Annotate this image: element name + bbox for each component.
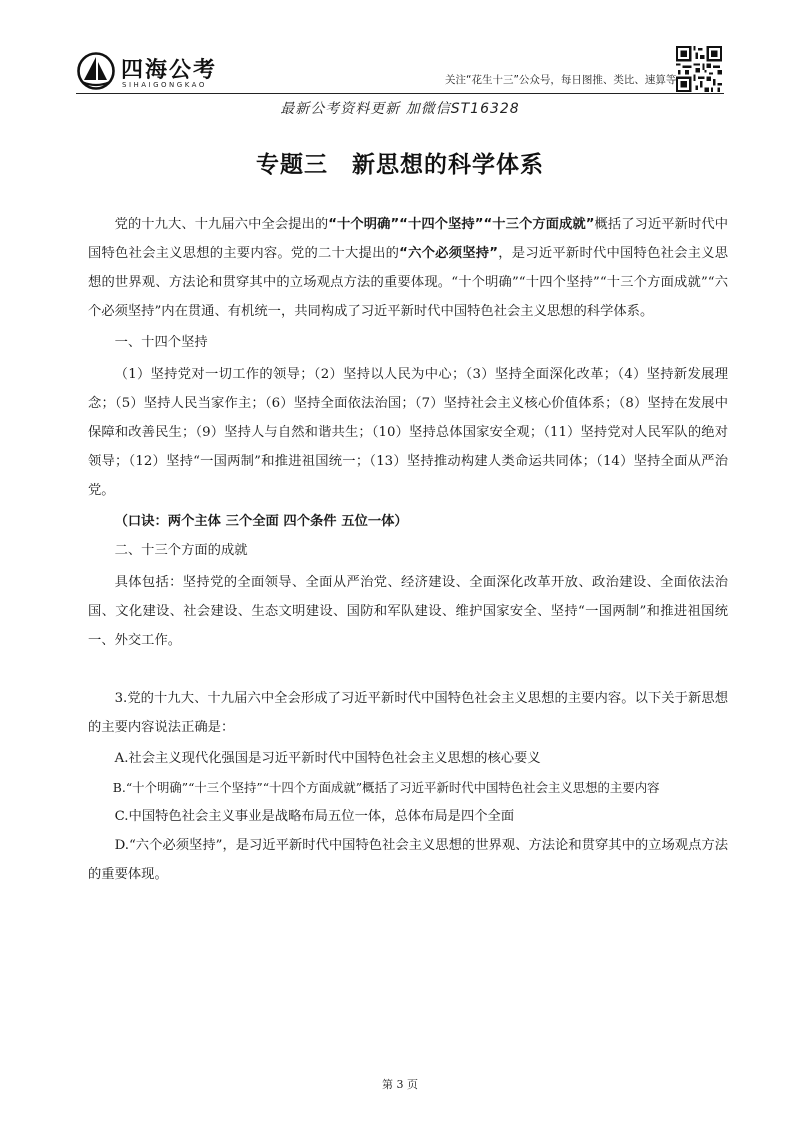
page-header [0,0,800,117]
update-note: 最新公考资料更新 加微信ST16328 [280,101,520,117]
intro-text-2: 概括了习近平新时代中国特色社会主义思想的主要内容。党的二十大提出的 [88,217,729,261]
question-stem: 3.党的十九大、十九届六中全会形成了习近平新时代中国特色社会主义思想的主要内容。以下关于新思想的主要内容说法正确是： [88,691,728,735]
intro-bold-2: “六个必须坚持” [399,246,499,261]
page-number: 第 3 页 [382,1078,418,1091]
qr-code-icon [676,46,722,92]
mnemonic [88,507,728,536]
option-a: A.社会主义现代化强国是习近平新时代中国特色社会主义思想的核心要义 [114,751,541,766]
option-b: B.“十个明确”“十三个坚持”“十四个方面成就”概括了习近平新时代中国特色社会主义思想的主要内容 [112,780,660,795]
section2-heading: 二、十三个方面的成就 [114,543,248,558]
wechat-notice: 关注“花生十三”公众号，每日图推、类比、速算等 [445,74,677,86]
title-topic-number: 专题三 [256,152,328,178]
mnemonic-text: （口诀：两个主体 三个全面 四个条件 五位一体） [114,514,408,529]
intro-paragraph [88,210,728,326]
title-topic-name: 新思想的科学体系 [352,152,544,178]
sail-logo-icon [76,52,116,90]
section2-text: 具体包括：坚持党的全面领导、全面从严治党、经济建设、全面深化改革开放、政治建设、全面依法治国、文化建设、社会建设、生态文明建设、国防和军队建设、维护国家安全、坚持“一国两制”和推进祖国统一、外交工作。 [88,575,728,648]
intro-bold-1: “十个明确”“十四个坚持”“十三个方面成就” [328,217,595,232]
intro-text-3: ，是习近平新时代中国特色社会主义思想的世界观、方法论和贯穿其中的立场观点方法的重要体现。“十个明确”“十四个坚持”“十三个方面成就”“六个必须坚持”内在贯通、有机统一，共同构成了习近平新时代中国特色社会主义思想的科学体系。 [88,246,729,319]
option-d: D.“六个必须坚持”，是习近平新时代中国特色社会主义思想的世界观、方法论和贯穿其中的立场观点方法的重要体现。 [88,838,728,882]
intro-text-1: 党的十九大、十九届六中全会提出的 [114,217,329,232]
brand-subtitle: SIHAIGONGKAO [122,81,207,89]
option-c: C.中国特色社会主义事业是战略布局五位一体，总体布局是四个全面 [114,809,515,824]
section1-list: （1）坚持党对一切工作的领导；（2）坚持以人民为中心；（3）坚持全面深化改革；（4）坚持新发展理念；（5）坚持人民当家作主；（6）坚持全面依法治国；（7）坚持社会主义核心价值体系；（8）坚持在发展中保障和改善民生；（9）坚持人与自然和谐共生；（10）坚持总体国家安全观；（11）坚持党对人民军队的绝对领导；（12）坚持“一国两制”和推进祖国统一；（13）坚持推动构建人类命运共同体；（14）坚持全面从严治党。 [88,367,728,498]
section1-heading: 一、十四个坚持 [114,335,208,350]
header-divider [76,93,724,94]
page-title [0,146,800,179]
document-body [88,210,728,889]
brand-name: 四海公考 [121,58,218,83]
